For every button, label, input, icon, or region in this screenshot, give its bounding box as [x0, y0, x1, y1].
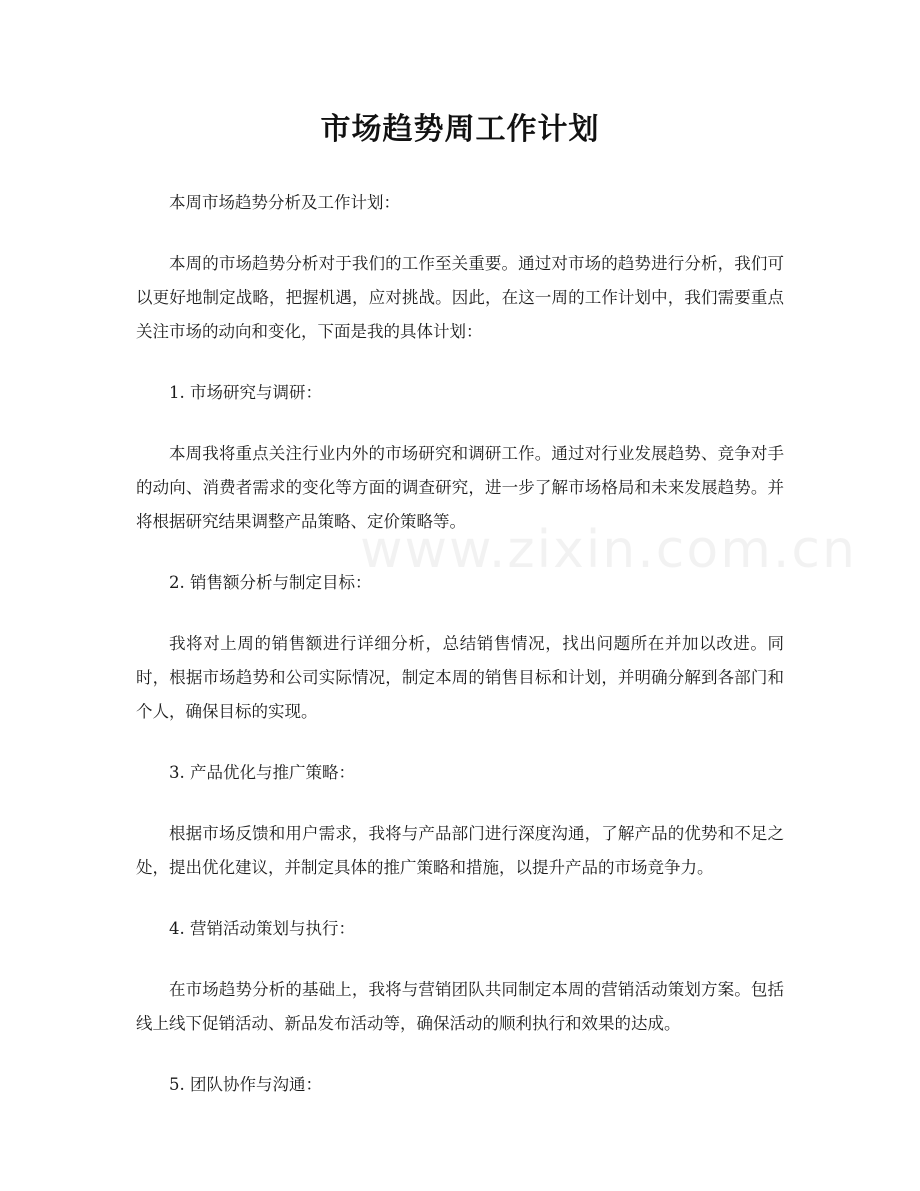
section-paragraph-3: 根据市场反馈和用户需求，我将与产品部门进行深度沟通，了解产品的优势和不足之处，提出优化建议，并制定具体的推广策略和措施，以提升产品的市场竞争力。 — [136, 824, 784, 877]
section-paragraph-4: 在市场趋势分析的基础上，我将与营销团队共同制定本周的营销活动策划方案。包括线上线下促销活动、新品发布活动等，确保活动的顺利执行和效果的达成。 — [136, 980, 784, 1033]
intro-line: 本周市场趋势分析及工作计划： — [169, 193, 400, 212]
document-title: 市场趋势周工作计划 — [320, 112, 600, 147]
section-heading-4: 4. 营销活动策划与执行： — [169, 919, 355, 938]
section-heading-1: 1. 市场研究与调研： — [169, 383, 322, 402]
section-paragraph-1: 本周我将重点关注行业内外的市场研究和调研工作。通过对行业发展趋势、竞争对手的动向、消费者需求的变化等方面的调查研究，进一步了解市场格局和未来发展趋势。并将根据研究结果调整产品策略、定价策略等。 — [136, 444, 784, 531]
intro-paragraph: 本周的市场趋势分析对于我们的工作至关重要。通过对市场的趋势进行分析，我们可以更好地制定战略，把握机遇，应对挑战。因此，在这一周的工作计划中，我们需要重点关注市场的动向和变化，下面是我的具体计划： — [136, 254, 784, 341]
document-body — [136, 186, 784, 1129]
section-heading-3: 3. 产品优化与推广策略： — [169, 763, 355, 782]
section-paragraph-2: 我将对上周的销售额进行详细分析，总结销售情况，找出问题所在并加以改进。同时，根据市场趋势和公司实际情况，制定本周的销售目标和计划，并明确分解到各部门和个人，确保目标的实现。 — [136, 634, 784, 721]
section-heading-2: 2. 销售额分析与制定目标： — [169, 573, 372, 592]
watermark: www.zixin.com.cn — [360, 520, 857, 580]
section-heading-5: 5. 团队协作与沟通： — [169, 1075, 322, 1094]
